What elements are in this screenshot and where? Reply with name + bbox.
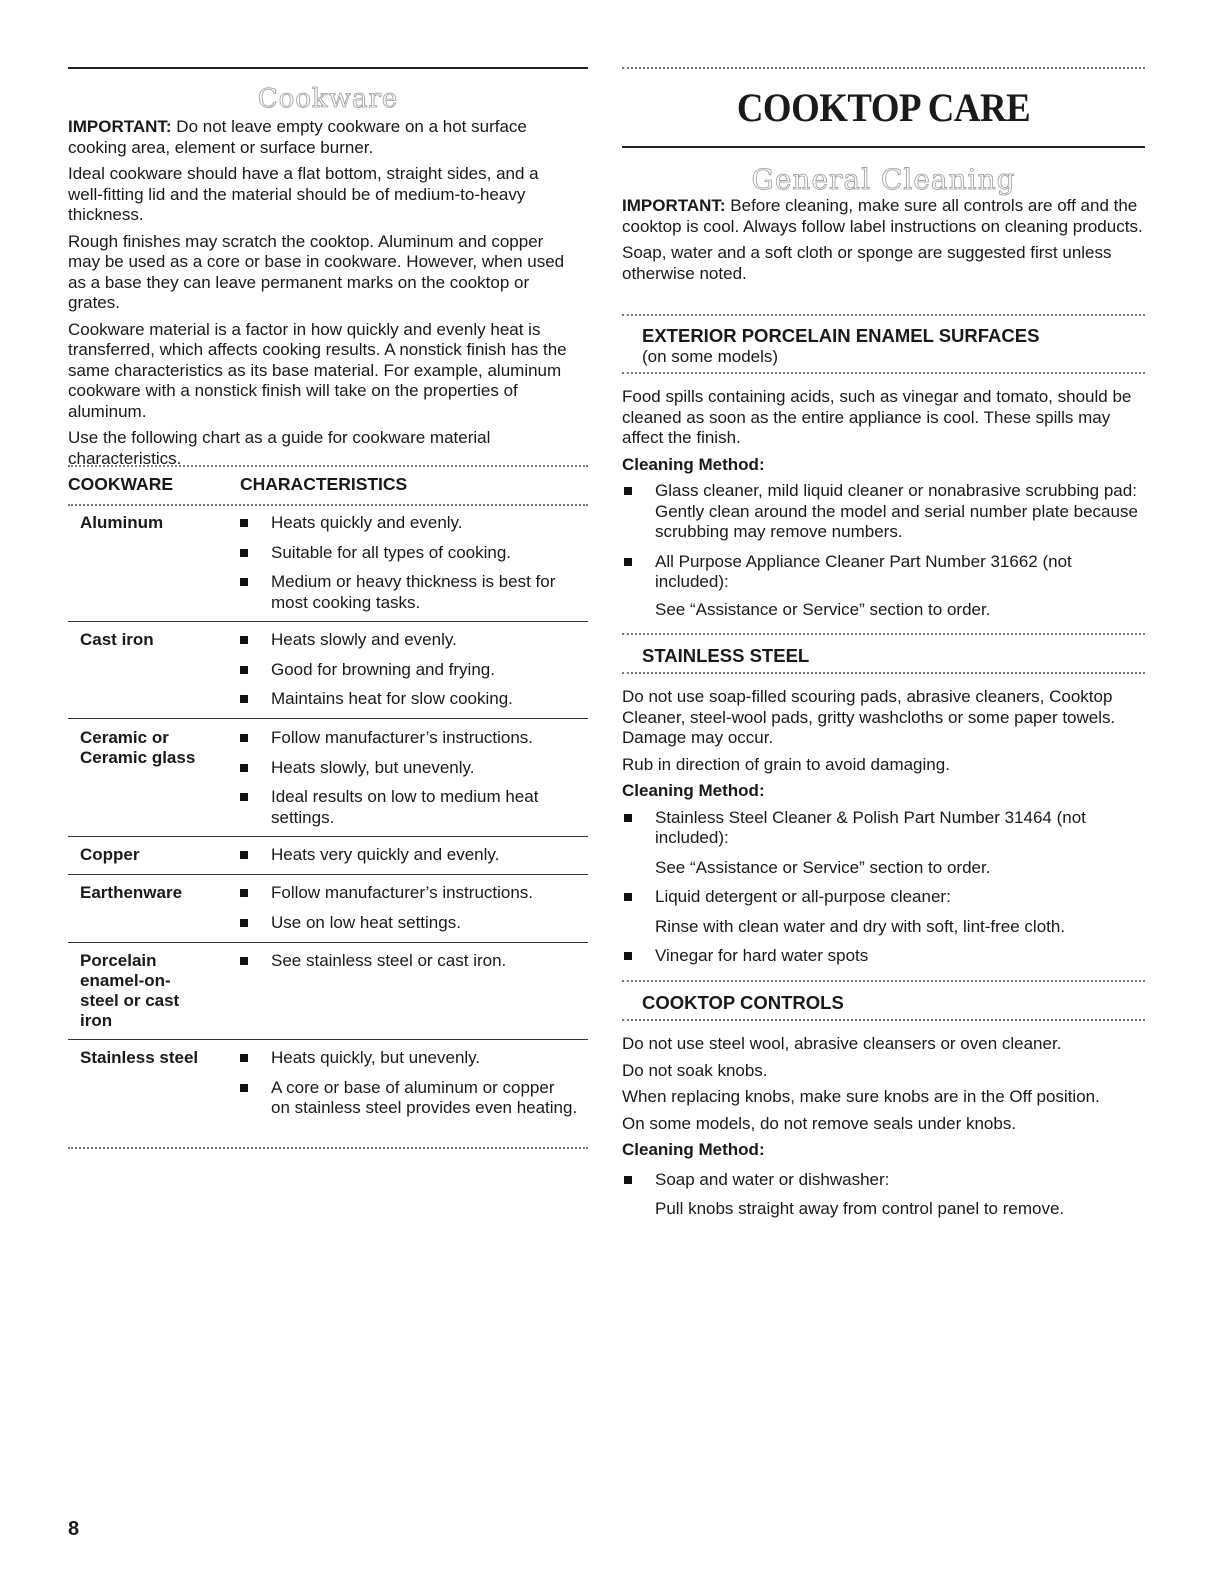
list-item: Soap and water or dishwasher: [622, 1170, 1145, 1191]
material-name: Earthenware [80, 883, 183, 902]
list-item: All Purpose Appliance Cleaner Part Number 31662 (not included): [622, 552, 1145, 593]
material-name: Cast iron [80, 630, 154, 649]
paragraph: Rough finishes may scratch the cooktop. Aluminum and copper may be used as a core or base in cookware. However, when used as a base they can leave permanent marks on the cooktop or grates. [68, 231, 565, 312]
list-item: Heats very quickly and evenly. [238, 845, 578, 866]
list-item-note: Rinse with clean water and dry with soft, lint-free cloth. [655, 916, 1066, 936]
list-item: Heats slowly, but unevenly. [238, 758, 578, 779]
list-item: Heats quickly, but unevenly. [238, 1048, 578, 1069]
section-rule [622, 672, 1145, 674]
list-item: Suitable for all types of cooking. [238, 543, 578, 564]
list-item: Good for browning and frying. [238, 660, 578, 681]
row-divider [68, 874, 588, 875]
paragraph: Food spills containing acids, such as vinegar and tomato, should be cleaned as soon as the entire appliance is cool. These spills may affect the finish. [622, 387, 1132, 447]
section-rule [622, 372, 1145, 374]
table-top-rule [68, 465, 588, 467]
paragraph: Soap, water and a soft cloth or sponge are suggested first unless otherwise noted. [622, 243, 1112, 283]
paragraph: Rub in direction of grain to avoid damaging. [622, 754, 950, 774]
list-item-note: See “Assistance or Service” section to order. [655, 857, 991, 877]
list-item: Ideal results on low to medium heat settings. [238, 787, 578, 828]
cleaning-important: IMPORTANT: Before cleaning, make sure all controls are off and the cooktop is cool. Always follow label instructions on cleaning products. [622, 196, 1143, 236]
list-item: Vinegar for hard water spots [622, 946, 1145, 967]
section-rule [622, 633, 1145, 635]
material-name: Stainless steel [80, 1048, 199, 1067]
cleaning-method-label: Cleaning Method: [622, 781, 765, 800]
material-name: Copper [80, 845, 140, 864]
list-item: See stainless steel or cast iron. [238, 951, 578, 972]
list-item: Glass cleaner, mild liquid cleaner or nonabrasive scrubbing pad: Gently clean around the model and serial number plate because scrubbing may remove numbers. [622, 481, 1145, 543]
section-title-porcelain: EXTERIOR PORCELAIN ENAMEL SURFACES [642, 325, 1040, 346]
paragraph: Do not soak knobs. [622, 1060, 768, 1080]
row-divider [68, 718, 588, 719]
paragraph: On some models, do not remove seals under knobs. [622, 1113, 1017, 1133]
title-rule [622, 146, 1145, 148]
paragraph: Do not use steel wool, abrasive cleansers or oven cleaner. [622, 1034, 1062, 1053]
top-rule [622, 67, 1145, 69]
list-item: Stainless Steel Cleaner & Polish Part Number 31464 (not included): [622, 808, 1145, 849]
section-rule [622, 1019, 1145, 1021]
list-item: Follow manufacturer’s instructions. [238, 883, 578, 904]
paragraph: Cookware material is a factor in how quickly and evenly heat is transferred, which affects cooking results. A nonstick finish has the same characteristics as its base material. For example, aluminum cookware with a nonstick finish will take on the properties of aluminum. [68, 319, 567, 421]
table-header-rule [68, 504, 588, 506]
list-item: Maintains heat for slow cooking. [238, 689, 578, 710]
cookware-heading: Cookware [257, 84, 399, 114]
list-item: Medium or heavy thickness is best for most cooking tasks. [238, 572, 578, 613]
list-item: A core or base of aluminum or copper on stainless steel provides even heating. [238, 1078, 578, 1119]
paragraph: Use the following chart as a guide for cookware material characteristics. [68, 428, 491, 468]
section-note: (on some models) [642, 347, 779, 366]
top-rule [68, 67, 588, 69]
list-item-note: See “Assistance or Service” section to order. [655, 599, 991, 619]
page-title: COOKTOP CARE [736, 85, 1031, 130]
cleaning-method-label: Cleaning Method: [622, 1140, 765, 1159]
paragraph: Ideal cookware should have a flat bottom, straight sides, and a well-fitting lid and the material should be of medium-to-heavy thickness. [68, 164, 539, 224]
paragraph: Do not use soap-filled scouring pads, abrasive cleaners, Cooktop Cleaner, steel-wool pads, gritty washcloths or some paper towels. Damage may occur. [622, 687, 1116, 747]
row-divider [68, 942, 588, 943]
list-item: Follow manufacturer’s instructions. [238, 728, 578, 749]
section-rule [622, 314, 1145, 316]
material-name: Ceramic or Ceramic glass [80, 728, 196, 767]
row-divider [68, 836, 588, 837]
list-item: Heats slowly and evenly. [238, 630, 578, 651]
table-header-cookware: COOKWARE [68, 474, 173, 494]
material-name: Porcelain enamel-on-steel or cast iron [80, 951, 180, 1030]
list-item: Liquid detergent or all-purpose cleaner: [622, 887, 1145, 908]
row-divider [68, 621, 588, 622]
section-title-controls: COOKTOP CONTROLS [642, 992, 844, 1013]
page-number: 8 [68, 1518, 80, 1540]
row-divider [68, 1039, 588, 1040]
list-item: Heats quickly and evenly. [238, 513, 578, 534]
cleaning-method-label: Cleaning Method: [622, 454, 765, 474]
general-cleaning-heading: General Cleaning [751, 163, 1016, 196]
table-bottom-rule [68, 1147, 588, 1149]
list-item-note: Pull knobs straight away from control panel to remove. [655, 1199, 1065, 1218]
section-title-stainless: STAINLESS STEEL [642, 645, 810, 666]
section-rule [622, 980, 1145, 982]
cookware-important: IMPORTANT: Do not leave empty cookware on a hot surface cooking area, element or surface burner. [68, 117, 527, 157]
list-item: Use on low heat settings. [238, 913, 578, 934]
table-header-characteristics: CHARACTERISTICS [240, 474, 408, 494]
material-name: Aluminum [80, 513, 164, 532]
paragraph: When replacing knobs, make sure knobs are in the Off position. [622, 1087, 1100, 1106]
